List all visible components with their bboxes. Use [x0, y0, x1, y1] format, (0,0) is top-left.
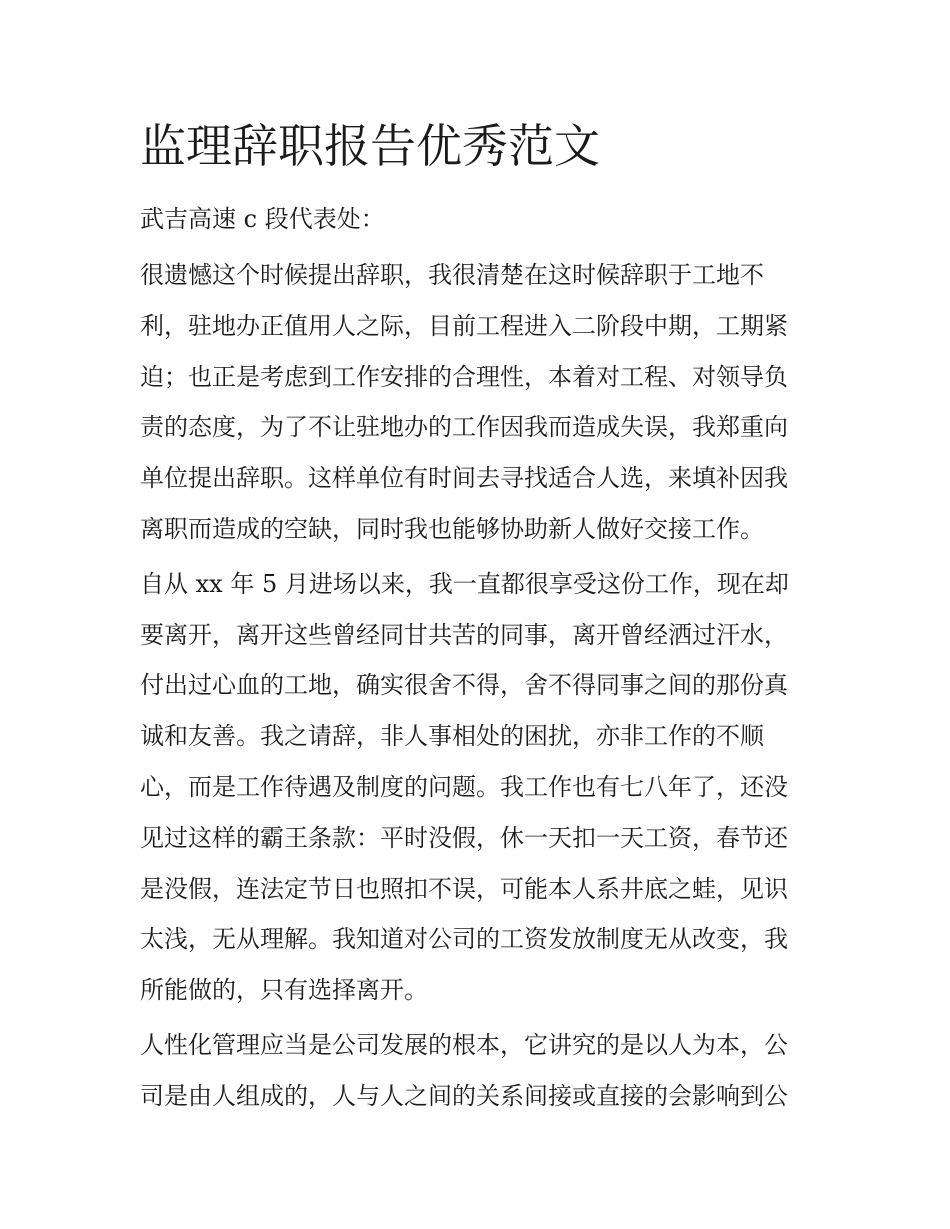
text-line: 自从 xx 年 5 月进场以来，我一直都很享受这份工作，现在却 [140, 569, 789, 598]
text-line: 人性化管理应当是公司发展的根本，它讲究的是以人为本，公 [140, 1030, 788, 1059]
text-line: 要离开，离开这些曾经同甘共苦的同事，离开曾经洒过汗水， [140, 620, 788, 649]
text-line: 太浅，无从理解。我知道对公司的工资发放制度无从改变，我 [140, 925, 788, 954]
text-line: 所能做的，只有选择离开。 [140, 976, 428, 1005]
text-line: 利，驻地办正值用人之际，目前工程进入二阶段中期，工期紧 [140, 311, 788, 340]
text-line: 责的态度，为了不让驻地办的工作因我而造成失误，我郑重向 [140, 413, 788, 442]
paragraph-1 [140, 250, 816, 555]
text-line: 心，而是工作待遇及制度的问题。我工作也有七八年了，还没 [140, 772, 788, 801]
text-line: 单位提出辞职。这样单位有时间去寻找适合人选，来填补因我 [140, 464, 788, 493]
document-title: 监理辞职报告优秀范文 [140, 119, 600, 173]
text-line: 是没假，连法定节日也照扣不误，可能本人系井底之蛙，见识 [140, 874, 788, 903]
salutation: 武吉高速 c 段代表处： [140, 205, 385, 233]
document-body [140, 110, 816, 1126]
text-line: 离职而造成的空缺，同时我也能够协助新人做好交接工作。 [140, 514, 764, 543]
paragraph-2 [140, 559, 816, 1016]
text-line: 见过这样的霸王条款：平时没假，休一天扣一天工资，春节还 [140, 823, 788, 852]
text-line: 很遗憾这个时候提出辞职，我很清楚在这时候辞职于工地不 [140, 261, 764, 289]
text-line: 诚和友善。我之请辞，非人事相处的困扰，亦非工作的不顺 [140, 722, 764, 751]
paragraph-3 [140, 1020, 816, 1122]
text-line: 迫；也正是考虑到工作安排的合理性，本着对工程、对领导负 [140, 362, 788, 391]
text-line: 司是由人组成的，人与人之间的关系间接或直接的会影响到公 [140, 1081, 788, 1110]
text-line: 付出过心血的工地，确实很舍不得，舍不得同事之间的那份真 [140, 671, 788, 700]
